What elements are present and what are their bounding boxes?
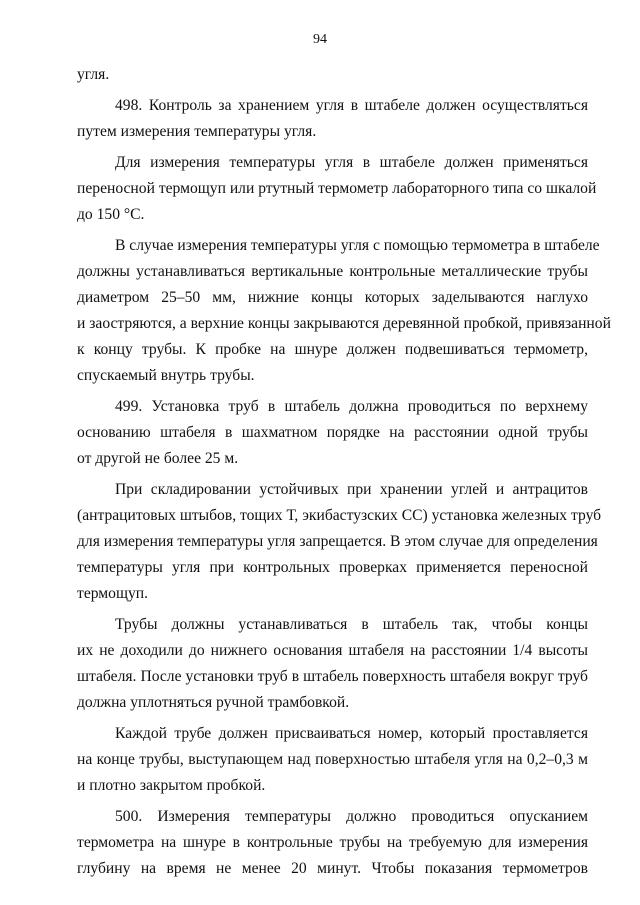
paragraph-line: спускаемый внутрь трубы. [77,367,255,384]
paragraph-line: В случае измерения температуры угля с помощью термометра в штабеле [115,237,600,254]
paragraph-line: путем измерения температуры угля. [77,123,317,140]
paragraph-line: переносной термощуп или ртутный термометр лабораторного типа со шкалой [77,180,597,197]
paragraph [77,612,588,716]
paragraph-line: до 150 °С. [77,206,145,223]
paragraph-line: При складировании устойчивых при хранении углей и антрацитов [115,481,588,498]
paragraph-line: должны устанавливаться вертикальные контрольные металлические трубы [77,263,588,280]
paragraph-line: 499. Установка труб в штабель должна проводиться по верхнему [115,398,588,415]
paragraph-line: диаметром 25–50 мм, нижние концы которых заделываются наглухо [77,289,588,306]
paragraph-line: их не доходили до нижнего основания штабеля на расстоянии 1/4 высоты [77,642,588,659]
paragraph [77,150,597,228]
paragraph [77,93,588,145]
paragraph [77,804,588,882]
paragraph [77,62,588,88]
paragraph-line: к концу трубы. К пробке на шнуре должен подвешиваться термометр, [77,341,588,358]
paragraph-line: глубину на время не менее 20 минут. Чтобы показания термометров [77,860,588,877]
paragraph [77,394,588,472]
paragraph [77,233,611,389]
paragraph-line: штабеля. После установки труб в штабель поверхность штабеля вокруг труб [77,668,588,685]
paragraph-line: для измерения температуры угля запрещается. В этом случае для определения [77,533,598,550]
paragraph-line: 498. Контроль за хранением угля в штабеле должен осуществляться [115,97,588,114]
paragraph-line: от другой не более 25 м. [77,450,239,467]
paragraph [77,477,602,607]
paragraph-line: термометра на шнуре в контрольные трубы на требуемую для измерения [77,834,588,851]
paragraph-line: основанию штабеля в шахматном порядке на расстоянии одной трубы [77,424,588,441]
paragraph-line: угля. [77,66,110,83]
paragraph-line: Каждой трубе должен присваиваться номер, который проставляется [115,725,588,742]
paragraph-line: термощуп. [77,585,149,602]
page-number: 94 [313,32,327,47]
paragraph-line: 500. Измерения температуры должно проводиться опусканием [115,808,588,825]
paragraph-line: должна уплотняться ручной трамбовкой. [77,694,350,711]
paragraph-line: и заостряются, а верхние концы закрываются деревянной пробкой, привязанной [77,315,611,332]
paragraph-line: (антрацитовых штыбов, тощих Т, экибастузских СС) установка железных труб [77,507,602,524]
paragraph-line: температуры угля при контрольных проверках применяется переносной [77,559,588,576]
paragraph-line: Трубы должны устанавливаться в штабель так, чтобы концы [115,616,588,633]
paragraph-line: Для измерения температуры угля в штабеле должен применяться [115,154,588,171]
paragraph [77,721,588,799]
paragraph-line: и плотно закрытом пробкой. [77,777,266,794]
document-body [77,62,611,887]
paragraph-line: на конце трубы, выступающем над поверхностью штабеля угля на 0,2–0,3 м [77,751,588,768]
